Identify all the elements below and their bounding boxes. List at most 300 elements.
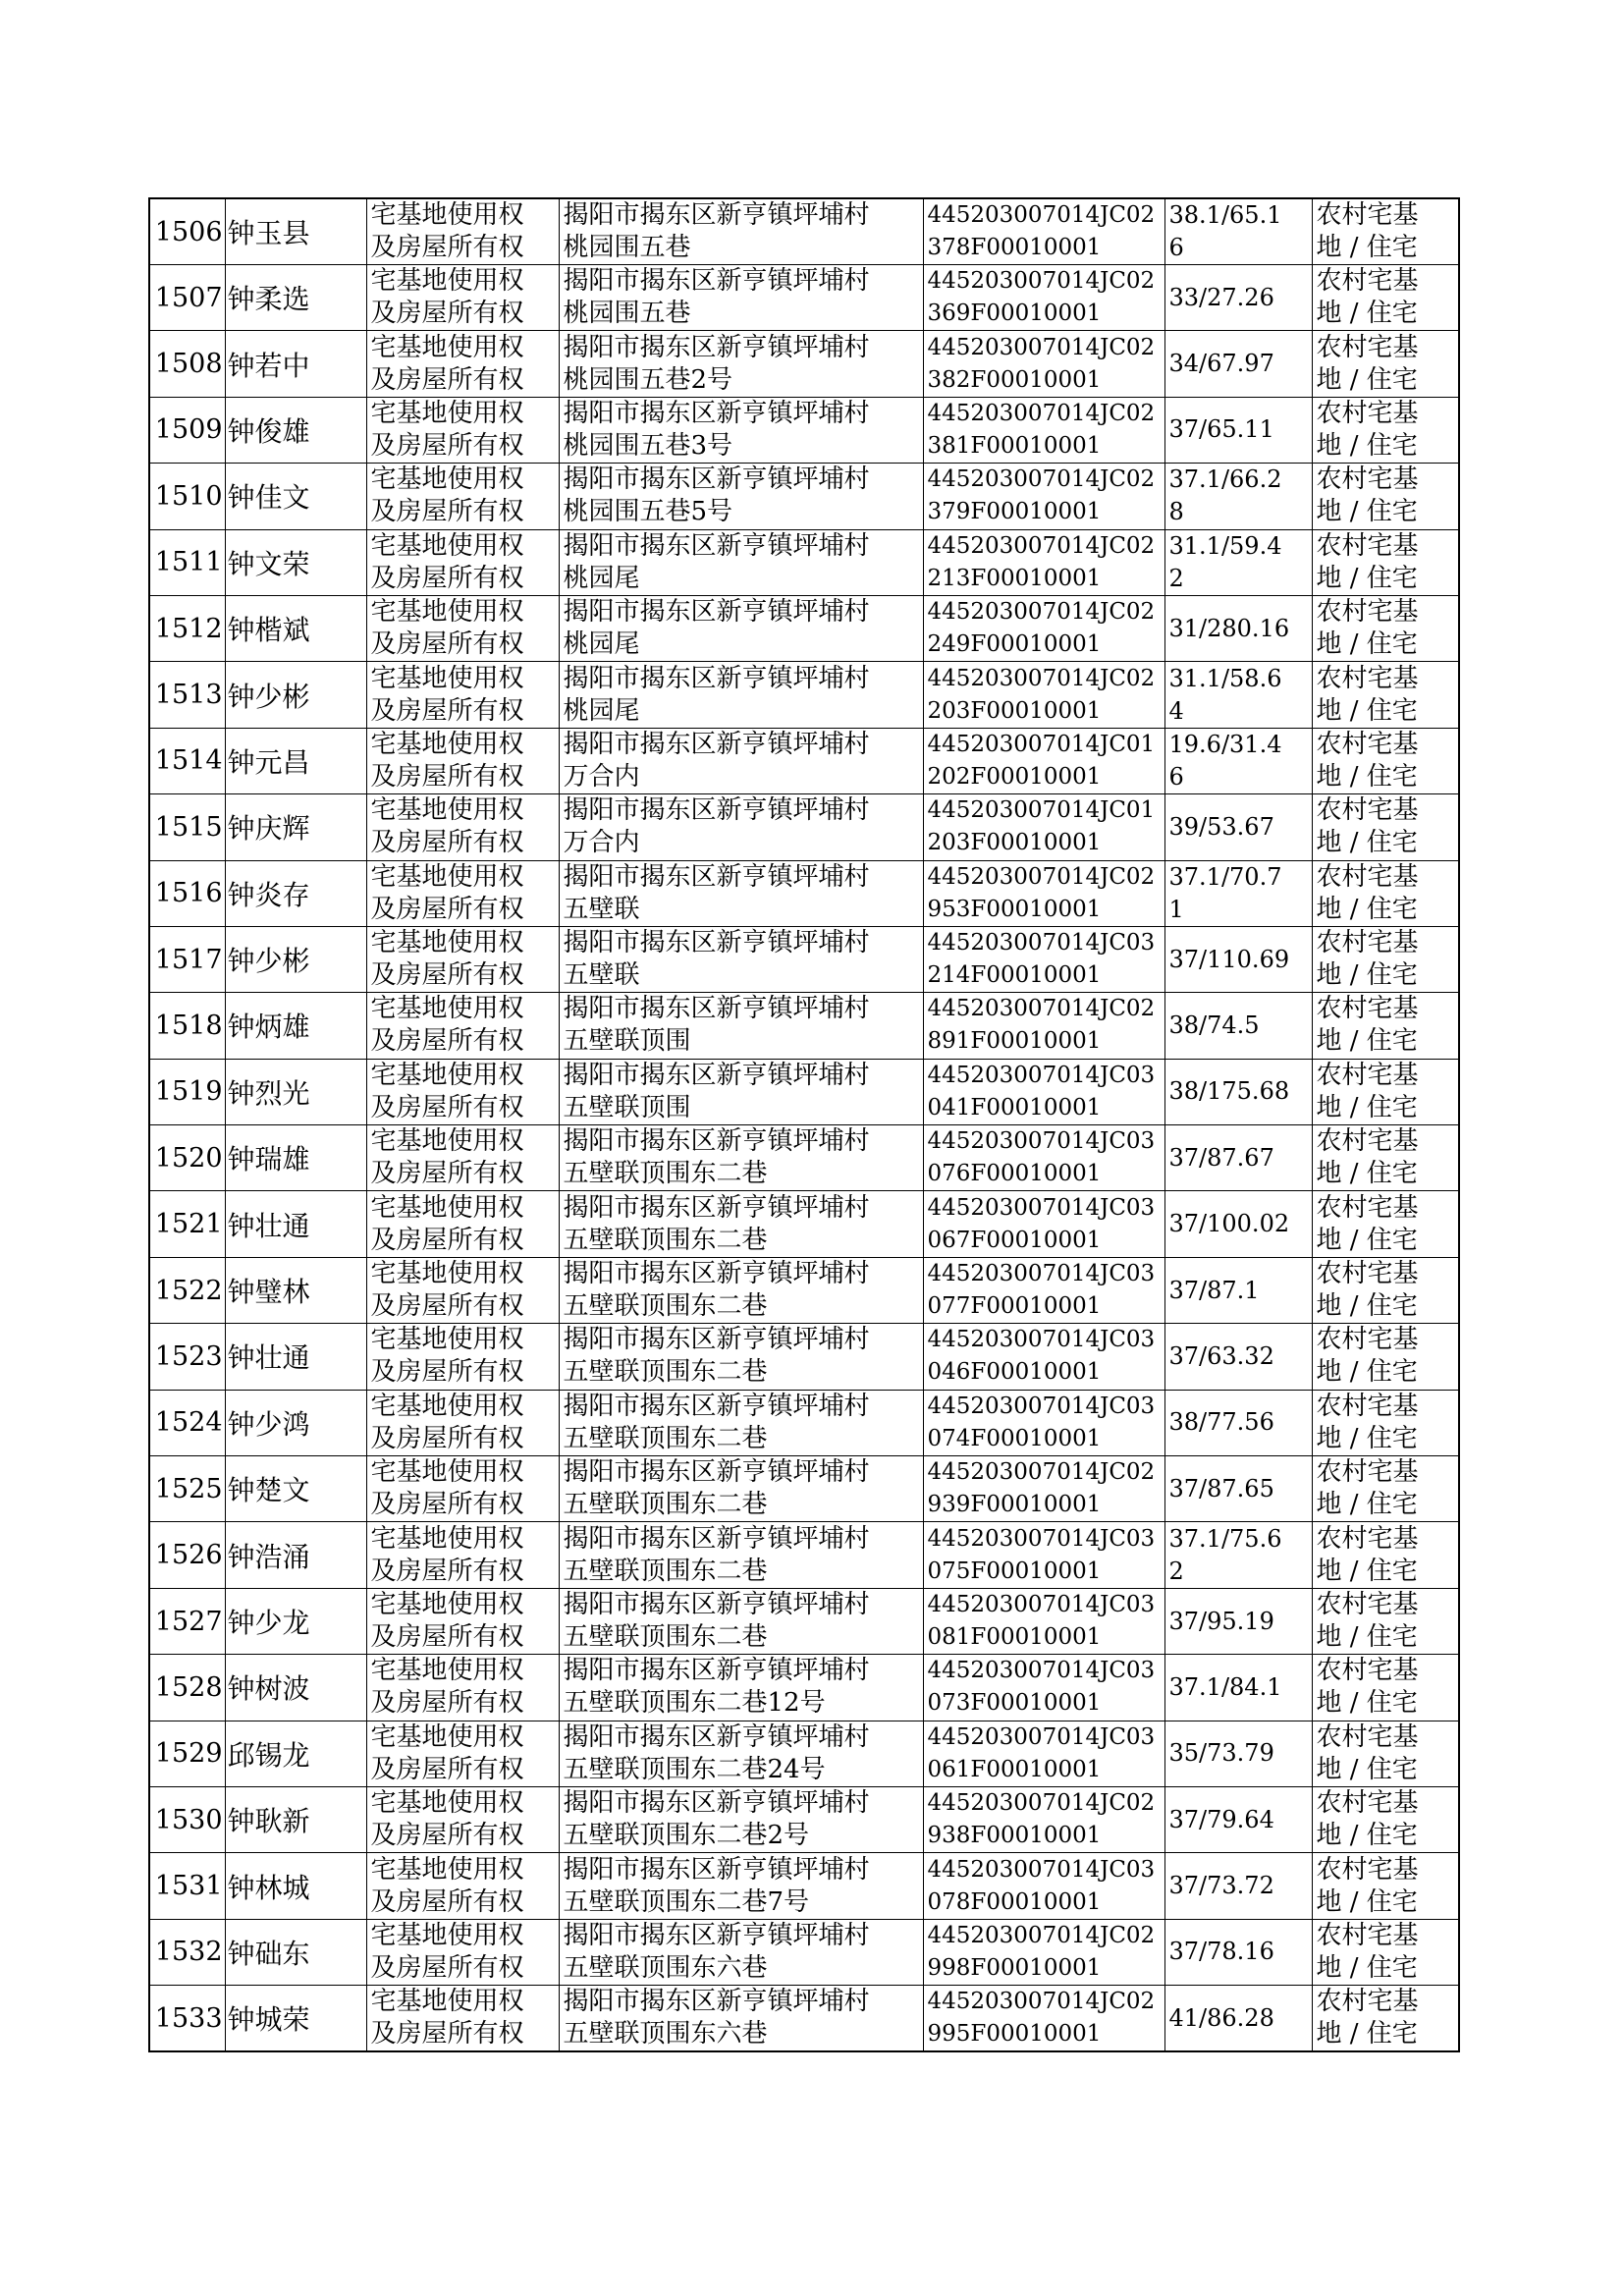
right-type-cell: [366, 1721, 559, 1786]
area-value-line: 2: [1168, 564, 1184, 592]
land-use-line: 地 / 住宅: [1316, 894, 1418, 924]
area-value-cell: [1164, 662, 1312, 728]
right-type-line: 宅基地使用权: [370, 994, 524, 1024]
table-row: [149, 1456, 1459, 1522]
owner-name-cell: 钟庆辉: [225, 794, 366, 860]
right-type-cell: [366, 1390, 559, 1455]
land-use-line: 地 / 住宅: [1316, 1026, 1418, 1057]
land-use-line: 农村宅基: [1316, 1391, 1419, 1421]
owner-name-cell: 钟浩涌: [225, 1522, 366, 1588]
address-cell: [559, 265, 923, 331]
table-row: [149, 198, 1459, 265]
land-use-line: 地 / 住宅: [1316, 299, 1418, 329]
area-value-line: 37/73.72: [1168, 1872, 1274, 1900]
parcel-code-line: 445203007014JC02: [927, 466, 1156, 493]
area-value-line: 37/95.19: [1168, 1607, 1274, 1635]
land-use-line: 农村宅基: [1316, 663, 1419, 693]
land-use-cell: [1312, 1655, 1459, 1721]
owner-name-cell: 钟俊雄: [225, 397, 366, 463]
area-value-cell: [1164, 1655, 1312, 1721]
owner-name-cell: 钟壮通: [225, 1191, 366, 1257]
area-value-line: 37.1/70.7: [1168, 862, 1282, 891]
area-value-line: 38.1/65.1: [1168, 201, 1282, 229]
right-type-line: 及房屋所有权: [370, 1423, 524, 1453]
owner-name-cell: 钟楷斌: [225, 595, 366, 661]
address-line: 揭阳市揭东区新亨镇坪埔村: [563, 994, 870, 1024]
table-row: [149, 1986, 1459, 2052]
parcel-code-line: 891F00010001: [927, 1028, 1102, 1055]
area-value-cell: [1164, 1191, 1312, 1257]
table-row: [149, 1786, 1459, 1852]
right-type-line: 宅基地使用权: [370, 1126, 524, 1157]
right-type-cell: [366, 464, 559, 529]
parcel-code-line: 939F00010001: [927, 1492, 1102, 1518]
area-value-cell: [1164, 1324, 1312, 1390]
owner-name-cell: 钟炳雄: [225, 993, 366, 1059]
parcel-code-line: 213F00010001: [927, 565, 1102, 591]
address-cell: [559, 1390, 923, 1455]
owner-name-cell: 钟玉县: [225, 198, 366, 265]
parcel-code-cell: [923, 331, 1164, 397]
area-value-cell: [1164, 1919, 1312, 1985]
right-type-cell: [366, 1522, 559, 1588]
land-use-cell: [1312, 1059, 1459, 1124]
land-use-cell: [1312, 1390, 1459, 1455]
table-row: [149, 926, 1459, 992]
parcel-code-line: 445203007014JC02: [927, 334, 1156, 360]
land-use-cell: [1312, 860, 1459, 926]
right-type-line: 宅基地使用权: [370, 1920, 524, 1950]
parcel-code-cell: [923, 1986, 1164, 2052]
parcel-code-line: 067F00010001: [927, 1227, 1102, 1253]
right-type-line: 宅基地使用权: [370, 266, 524, 297]
row-number-cell: 1506: [149, 198, 225, 265]
parcel-code-line: 445203007014JC02: [927, 1459, 1156, 1486]
right-type-line: 宅基地使用权: [370, 1457, 524, 1488]
address-line: 万合内: [563, 828, 640, 858]
right-type-line: 及房屋所有权: [370, 430, 524, 461]
row-number-cell: 1530: [149, 1786, 225, 1852]
address-line: 揭阳市揭东区新亨镇坪埔村: [563, 1987, 870, 2017]
parcel-code-line: 203F00010001: [927, 830, 1102, 856]
land-use-line: 地 / 住宅: [1316, 1688, 1418, 1719]
right-type-line: 及房屋所有权: [370, 1225, 524, 1255]
address-line: 揭阳市揭东区新亨镇坪埔村: [563, 1457, 870, 1488]
address-line: 五壁联顶围东六巷: [563, 2019, 768, 2049]
address-line: 揭阳市揭东区新亨镇坪埔村: [563, 530, 870, 561]
address-line: 桃园围五巷: [563, 299, 691, 329]
address-line: 揭阳市揭东区新亨镇坪埔村: [563, 928, 870, 958]
parcel-code-cell: [923, 1721, 1164, 1786]
land-use-line: 地 / 住宅: [1316, 1886, 1418, 1917]
parcel-code-line: 445203007014JC03: [927, 1194, 1156, 1221]
parcel-code-line: 379F00010001: [927, 499, 1102, 525]
address-cell: [559, 1919, 923, 1985]
right-type-line: 及房屋所有权: [370, 695, 524, 726]
address-line: 五壁联顶围东二巷: [563, 1159, 768, 1189]
land-use-cell: [1312, 728, 1459, 793]
address-cell: [559, 1191, 923, 1257]
address-line: 桃园尾: [563, 629, 640, 660]
address-cell: [559, 662, 923, 728]
area-value-line: 1: [1168, 895, 1184, 923]
area-value-line: 39/53.67: [1168, 812, 1274, 841]
parcel-code-line: 077F00010001: [927, 1293, 1102, 1320]
owner-name-cell: 钟壮通: [225, 1324, 366, 1390]
land-use-line: 农村宅基: [1316, 530, 1419, 561]
address-line: 五壁联顶围东二巷: [563, 1423, 768, 1453]
parcel-code-line: 061F00010001: [927, 1756, 1102, 1782]
right-type-line: 及房屋所有权: [370, 563, 524, 593]
area-value-line: 31.1/59.4: [1168, 531, 1282, 560]
row-number-cell: 1525: [149, 1456, 225, 1522]
table-row: [149, 1257, 1459, 1323]
address-line: 万合内: [563, 761, 640, 792]
address-cell: [559, 331, 923, 397]
row-number-cell: 1528: [149, 1655, 225, 1721]
table-row: [149, 860, 1459, 926]
parcel-code-cell: [923, 993, 1164, 1059]
owner-name-cell: 钟文荣: [225, 529, 366, 595]
parcel-code-cell: [923, 595, 1164, 661]
parcel-code-line: 445203007014JC03: [927, 1062, 1156, 1088]
parcel-code-cell: [923, 1059, 1164, 1124]
right-type-cell: [366, 860, 559, 926]
land-use-line: 农村宅基: [1316, 1721, 1419, 1752]
right-type-line: 宅基地使用权: [370, 1259, 524, 1289]
land-use-line: 农村宅基: [1316, 1590, 1419, 1619]
land-use-cell: [1312, 464, 1459, 529]
parcel-code-line: 445203007014JC02: [927, 1922, 1156, 1948]
parcel-code-cell: [923, 464, 1164, 529]
parcel-code-line: 445203007014JC03: [927, 1261, 1156, 1287]
parcel-code-line: 203F00010001: [927, 697, 1102, 724]
parcel-code-line: 445203007014JC02: [927, 268, 1156, 295]
address-line: 揭阳市揭东区新亨镇坪埔村: [563, 266, 870, 297]
parcel-code-line: 378F00010001: [927, 235, 1102, 260]
parcel-code-cell: [923, 397, 1164, 463]
table-row: [149, 331, 1459, 397]
land-use-line: 地 / 住宅: [1316, 1622, 1418, 1652]
area-value-cell: [1164, 331, 1312, 397]
land-use-cell: [1312, 1986, 1459, 2052]
right-type-line: 宅基地使用权: [370, 530, 524, 561]
area-value-line: 35/73.79: [1168, 1739, 1274, 1768]
area-value-line: 37/63.32: [1168, 1341, 1274, 1370]
row-number-cell: 1527: [149, 1588, 225, 1654]
area-value-cell: [1164, 265, 1312, 331]
area-value-cell: [1164, 1786, 1312, 1852]
address-line: 五壁联顶围: [563, 1026, 691, 1057]
parcel-code-line: 445203007014JC02: [927, 863, 1156, 890]
address-line: 揭阳市揭东区新亨镇坪埔村: [563, 663, 870, 693]
area-value-line: 38/77.56: [1168, 1408, 1274, 1437]
row-number-cell: 1507: [149, 265, 225, 331]
parcel-code-cell: [923, 265, 1164, 331]
parcel-code-line: 445203007014JC02: [927, 400, 1156, 426]
address-line: 五壁联: [563, 894, 640, 924]
parcel-code-line: 078F00010001: [927, 1888, 1102, 1915]
parcel-code-line: 046F00010001: [927, 1359, 1102, 1386]
right-type-line: 及房屋所有权: [370, 233, 524, 262]
address-line: 揭阳市揭东区新亨镇坪埔村: [563, 1192, 870, 1223]
address-cell: [559, 926, 923, 992]
right-type-line: 宅基地使用权: [370, 928, 524, 958]
address-line: 桃园围五巷5号: [563, 497, 733, 527]
land-use-line: 农村宅基: [1316, 1060, 1419, 1090]
table-row: [149, 728, 1459, 793]
area-value-cell: [1164, 1059, 1312, 1124]
owner-name-cell: 钟柔选: [225, 265, 366, 331]
area-value-line: 33/27.26: [1168, 283, 1274, 311]
table-row: [149, 595, 1459, 661]
parcel-code-line: 953F00010001: [927, 896, 1102, 922]
land-use-line: 地 / 住宅: [1316, 1423, 1418, 1453]
land-use-line: 农村宅基: [1316, 1523, 1419, 1554]
right-type-line: 及房屋所有权: [370, 1886, 524, 1917]
address-cell: [559, 595, 923, 661]
parcel-code-cell: [923, 1853, 1164, 1919]
right-type-line: 宅基地使用权: [370, 1325, 524, 1355]
parcel-code-line: 995F00010001: [927, 2021, 1102, 2048]
owner-name-cell: 钟若中: [225, 331, 366, 397]
area-value-line: 37/110.69: [1168, 945, 1290, 973]
owner-name-cell: 钟楚文: [225, 1456, 366, 1522]
address-line: 五壁联顶围东二巷: [563, 1291, 768, 1322]
right-type-cell: [366, 397, 559, 463]
area-value-cell: [1164, 1390, 1312, 1455]
right-type-cell: [366, 1191, 559, 1257]
land-use-cell: [1312, 1191, 1459, 1257]
right-type-line: 及房屋所有权: [370, 497, 524, 527]
owner-name-cell: 钟少鸿: [225, 1390, 366, 1455]
row-number-cell: 1523: [149, 1324, 225, 1390]
address-line: 五壁联顶围东二巷24号: [563, 1754, 826, 1784]
parcel-code-line: 369F00010001: [927, 301, 1102, 327]
parcel-code-cell: [923, 1456, 1164, 1522]
area-value-cell: [1164, 1721, 1312, 1786]
right-type-cell: [366, 1059, 559, 1124]
land-use-line: 地 / 住宅: [1316, 1821, 1418, 1851]
land-use-line: 农村宅基: [1316, 928, 1419, 958]
right-type-cell: [366, 728, 559, 793]
address-cell: [559, 464, 923, 529]
owner-name-cell: 钟瑞雄: [225, 1125, 366, 1191]
land-use-line: 农村宅基: [1316, 1920, 1419, 1950]
right-type-line: 宅基地使用权: [370, 1656, 524, 1686]
area-value-line: 37.1/84.1: [1168, 1672, 1282, 1701]
row-number-cell: 1532: [149, 1919, 225, 1985]
land-use-line: 农村宅基: [1316, 1987, 1419, 2017]
right-type-line: 宅基地使用权: [370, 1987, 524, 2017]
land-use-line: 地 / 住宅: [1316, 233, 1418, 262]
address-line: 揭阳市揭东区新亨镇坪埔村: [563, 332, 870, 362]
parcel-code-cell: [923, 198, 1164, 265]
area-value-cell: [1164, 1588, 1312, 1654]
area-value-line: 37/65.11: [1168, 415, 1274, 444]
area-value-line: 31/280.16: [1168, 614, 1290, 642]
address-cell: [559, 1786, 923, 1852]
parcel-code-line: 445203007014JC02: [927, 1989, 1156, 2015]
area-value-cell: [1164, 1257, 1312, 1323]
address-cell: [559, 1588, 923, 1654]
address-line: 揭阳市揭东区新亨镇坪埔村: [563, 795, 870, 826]
land-use-line: 农村宅基: [1316, 1788, 1419, 1819]
land-use-cell: [1312, 1786, 1459, 1852]
parcel-code-cell: [923, 794, 1164, 860]
parcel-code-line: 445203007014JC02: [927, 665, 1156, 691]
land-use-cell: [1312, 1257, 1459, 1323]
row-number-cell: 1519: [149, 1059, 225, 1124]
land-use-line: 农村宅基: [1316, 1325, 1419, 1355]
row-number-cell: 1516: [149, 860, 225, 926]
address-cell: [559, 860, 923, 926]
owner-name-cell: 钟耿新: [225, 1786, 366, 1852]
land-use-line: 地 / 住宅: [1316, 563, 1418, 593]
row-number-cell: 1512: [149, 595, 225, 661]
table-row: [149, 794, 1459, 860]
parcel-code-line: 445203007014JC03: [927, 930, 1156, 956]
area-value-cell: [1164, 926, 1312, 992]
land-use-cell: [1312, 1125, 1459, 1191]
parcel-code-line: 382F00010001: [927, 366, 1102, 393]
area-value-line: 34/67.97: [1168, 350, 1274, 378]
right-type-line: 及房屋所有权: [370, 960, 524, 991]
parcel-code-line: 445203007014JC03: [927, 1592, 1156, 1617]
parcel-code-cell: [923, 1919, 1164, 1985]
land-use-cell: [1312, 198, 1459, 265]
owner-name-cell: 钟少彬: [225, 662, 366, 728]
parcel-code-line: 202F00010001: [927, 763, 1102, 790]
land-use-line: 地 / 住宅: [1316, 1291, 1418, 1322]
area-value-cell: [1164, 1125, 1312, 1191]
address-cell: [559, 1456, 923, 1522]
land-use-line: 农村宅基: [1316, 266, 1419, 297]
land-use-line: 农村宅基: [1316, 861, 1419, 892]
right-type-line: 及房屋所有权: [370, 894, 524, 924]
address-line: 五壁联顶围东二巷: [563, 1357, 768, 1388]
right-type-cell: [366, 1919, 559, 1985]
land-use-line: 农村宅基: [1316, 1259, 1419, 1289]
address-cell: [559, 728, 923, 793]
address-cell: [559, 1125, 923, 1191]
parcel-code-line: 998F00010001: [927, 1954, 1102, 1981]
table-row: [149, 1721, 1459, 1786]
land-use-cell: [1312, 265, 1459, 331]
parcel-code-cell: [923, 1655, 1164, 1721]
address-line: 揭阳市揭东区新亨镇坪埔村: [563, 861, 870, 892]
parcel-code-line: 445203007014JC02: [927, 599, 1156, 626]
land-use-line: 地 / 住宅: [1316, 1225, 1418, 1255]
address-cell: [559, 1721, 923, 1786]
parcel-code-cell: [923, 1125, 1164, 1191]
table-row: [149, 265, 1459, 331]
row-number-cell: 1510: [149, 464, 225, 529]
right-type-line: 宅基地使用权: [370, 1192, 524, 1223]
table-row: [149, 1390, 1459, 1455]
owner-name-cell: 钟少龙: [225, 1588, 366, 1654]
address-line: 揭阳市揭东区新亨镇坪埔村: [563, 1523, 870, 1554]
parcel-code-line: 445203007014JC03: [927, 1723, 1156, 1750]
area-value-cell: [1164, 397, 1312, 463]
right-type-line: 及房屋所有权: [370, 1291, 524, 1322]
land-use-cell: [1312, 1721, 1459, 1786]
parcel-code-cell: [923, 1191, 1164, 1257]
area-value-line: 37/79.64: [1168, 1805, 1274, 1833]
address-line: 五壁联顶围东二巷: [563, 1225, 768, 1255]
land-use-cell: [1312, 1324, 1459, 1390]
address-cell: [559, 1655, 923, 1721]
right-type-line: 及房屋所有权: [370, 1556, 524, 1586]
area-value-line: 6: [1168, 762, 1184, 791]
right-type-line: 宅基地使用权: [370, 1788, 524, 1819]
address-cell: [559, 529, 923, 595]
right-type-line: 及房屋所有权: [370, 1821, 524, 1851]
address-line: 揭阳市揭东区新亨镇坪埔村: [563, 1920, 870, 1950]
right-type-line: 及房屋所有权: [370, 629, 524, 660]
row-number-cell: 1526: [149, 1522, 225, 1588]
table-row: [149, 1191, 1459, 1257]
address-line: 揭阳市揭东区新亨镇坪埔村: [563, 1259, 870, 1289]
right-type-line: 宅基地使用权: [370, 663, 524, 693]
area-value-cell: [1164, 1522, 1312, 1588]
address-line: 五壁联顶围东六巷: [563, 1952, 768, 1983]
right-type-line: 宅基地使用权: [370, 332, 524, 362]
area-value-line: 37/87.67: [1168, 1143, 1274, 1172]
area-value-cell: [1164, 728, 1312, 793]
right-type-cell: [366, 1786, 559, 1852]
parcel-code-cell: [923, 1588, 1164, 1654]
row-number-cell: 1515: [149, 794, 225, 860]
right-type-line: 宅基地使用权: [370, 1590, 524, 1619]
area-value-cell: [1164, 529, 1312, 595]
area-value-line: 37.1/75.6: [1168, 1524, 1282, 1553]
right-type-line: 及房屋所有权: [370, 1159, 524, 1189]
owner-name-cell: 钟元昌: [225, 728, 366, 793]
right-type-cell: [366, 1257, 559, 1323]
area-value-cell: [1164, 464, 1312, 529]
area-value-cell: [1164, 993, 1312, 1059]
address-line: 揭阳市揭东区新亨镇坪埔村: [563, 464, 870, 495]
area-value-line: 41/86.28: [1168, 2003, 1274, 2032]
parcel-code-line: 073F00010001: [927, 1690, 1102, 1717]
row-number-cell: 1508: [149, 331, 225, 397]
table-row: [149, 1522, 1459, 1588]
address-line: 桃园围五巷3号: [563, 430, 733, 461]
row-number-cell: 1529: [149, 1721, 225, 1786]
address-line: 五壁联: [563, 960, 640, 991]
right-type-cell: [366, 662, 559, 728]
right-type-line: 宅基地使用权: [370, 200, 524, 230]
land-use-line: 农村宅基: [1316, 729, 1419, 759]
right-type-line: 及房屋所有权: [370, 1490, 524, 1520]
row-number-cell: 1511: [149, 529, 225, 595]
right-type-line: 宅基地使用权: [370, 1523, 524, 1554]
land-use-line: 地 / 住宅: [1316, 828, 1418, 858]
land-use-line: 农村宅基: [1316, 795, 1419, 826]
right-type-line: 及房屋所有权: [370, 1754, 524, 1784]
address-cell: [559, 993, 923, 1059]
area-value-line: 38/175.68: [1168, 1077, 1290, 1106]
row-number-cell: 1522: [149, 1257, 225, 1323]
land-use-cell: [1312, 331, 1459, 397]
parcel-code-line: 445203007014JC03: [927, 1658, 1156, 1684]
parcel-code-cell: [923, 1786, 1164, 1852]
right-type-line: 宅基地使用权: [370, 1060, 524, 1090]
area-value-cell: [1164, 1853, 1312, 1919]
address-line: 揭阳市揭东区新亨镇坪埔村: [563, 1391, 870, 1421]
land-use-line: 农村宅基: [1316, 332, 1419, 362]
